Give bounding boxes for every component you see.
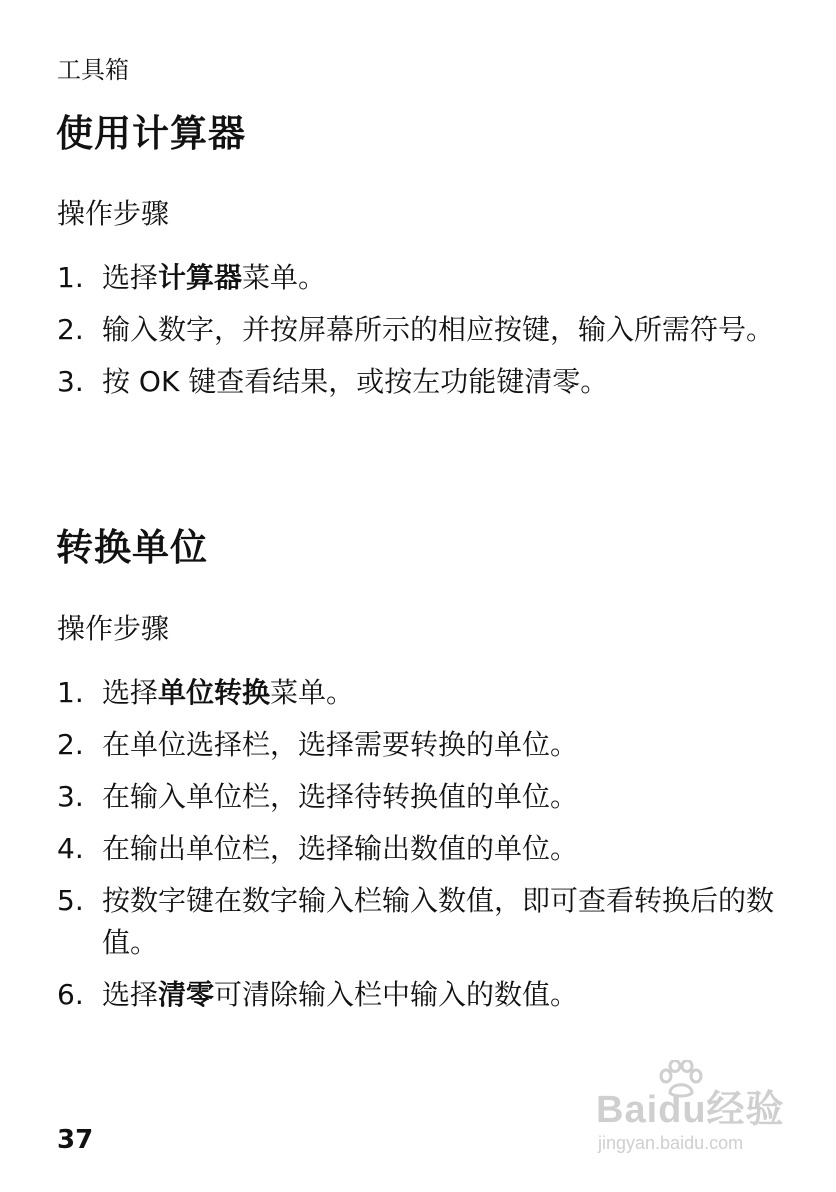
step-text: 按 OK 键查看结果，或按左功能键清零。 — [102, 365, 609, 398]
menu-name: 计算器 — [158, 261, 243, 294]
step-number: 6. — [57, 978, 84, 1011]
chapter-header: 工具箱 — [57, 56, 129, 84]
section-subtitle: 操作步骤 — [57, 612, 170, 645]
list-item — [57, 880, 787, 964]
watermark-url: jingyan.baidu.com — [598, 1133, 744, 1153]
menu-name: 单位转换 — [158, 676, 271, 709]
list-item — [57, 828, 787, 870]
list-item — [57, 724, 787, 766]
baidu-watermark — [592, 1060, 792, 1160]
step-text: 输入数字，并按屏幕所示的相应按键，输入所需符号。 — [102, 313, 775, 346]
step-text: 选择 — [102, 978, 159, 1011]
step-text: 在单位选择栏，选择需要转换的单位。 — [102, 728, 579, 761]
step-text: 可清除输入栏中输入的数值。 — [214, 978, 579, 1011]
step-number: 1. — [57, 261, 84, 294]
step-text: 选择 — [102, 261, 159, 294]
button-name: 清零 — [158, 978, 215, 1011]
step-number: 2. — [57, 728, 84, 761]
page-number: 37 — [57, 1125, 94, 1155]
list-item — [57, 776, 787, 818]
calculator-steps-list — [57, 257, 787, 413]
step-number: 2. — [57, 313, 84, 346]
section-title-calculator: 使用计算器 — [56, 112, 246, 155]
unit-conversion-steps-list — [57, 672, 787, 1026]
step-text: 选择 — [102, 676, 159, 709]
section-title-unit-conversion: 转换单位 — [56, 526, 208, 569]
watermark-logo: Baidu经验 — [596, 1089, 785, 1131]
step-text: 菜单。 — [242, 261, 327, 294]
section-subtitle: 操作步骤 — [57, 197, 170, 230]
list-item — [57, 257, 787, 299]
step-text: 在输出单位栏，选择输出数值的单位。 — [102, 832, 579, 865]
step-text: 菜单。 — [270, 676, 355, 709]
list-item — [57, 672, 787, 714]
step-number: 3. — [57, 780, 84, 813]
step-text: 按数字键在数字输入栏输入数值，即可查看转换后的数值。 — [102, 884, 775, 959]
step-number: 1. — [57, 676, 84, 709]
list-item — [57, 974, 787, 1016]
step-number: 5. — [57, 884, 84, 917]
step-number: 3. — [57, 365, 84, 398]
list-item — [57, 361, 787, 403]
list-item — [57, 309, 787, 351]
step-number: 4. — [57, 832, 84, 865]
step-text: 在输入单位栏，选择待转换值的单位。 — [102, 780, 579, 813]
